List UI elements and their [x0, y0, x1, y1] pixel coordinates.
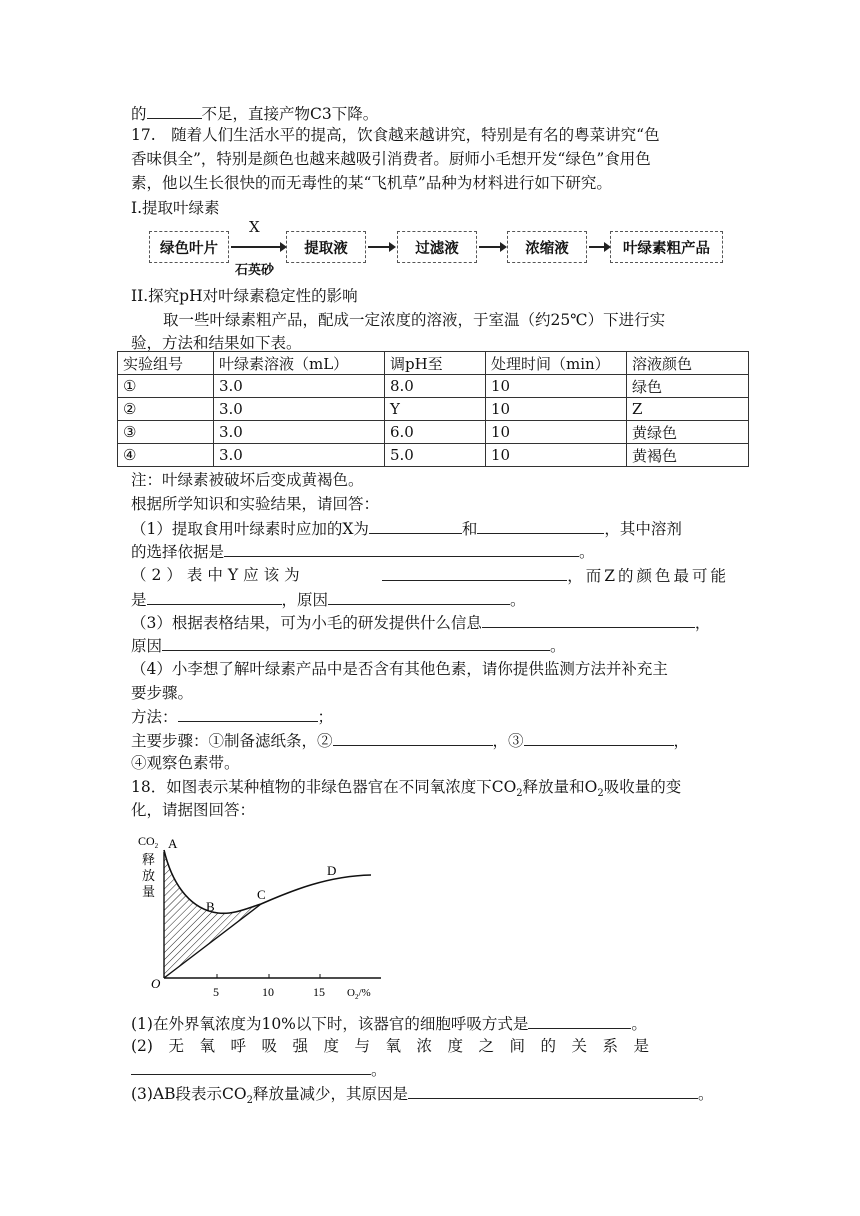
- header-cell: 处理时间（min）: [486, 352, 627, 375]
- instruction: 根据所学知识和实验结果，请回答：: [131, 495, 380, 513]
- x-tick-label: 15: [313, 985, 325, 999]
- answer-blank[interactable]: [408, 1083, 698, 1099]
- answer-blank[interactable]: [224, 541, 579, 557]
- y-label-char: 量: [142, 885, 156, 900]
- prev-question-tail: [131, 103, 378, 124]
- subscript: 2: [246, 1095, 253, 1107]
- q18-sub3: [131, 1083, 714, 1111]
- y-label-char: 放: [142, 869, 156, 884]
- answer-blank[interactable]: [147, 103, 202, 119]
- table-cell: ③: [118, 421, 214, 444]
- text: （1）提取食用叶绿素时应加的X为: [131, 520, 369, 538]
- table-cell: 黄褐色: [627, 444, 749, 467]
- q17-line-2: 香味俱全”，特别是颜色也越来越吸引消费者。厨师小毛想开发“绿色”食用色: [131, 150, 651, 168]
- text: 释放量和O: [522, 778, 598, 796]
- table-note: 注：叶绿素被破坏后变成黄褐色。: [131, 471, 364, 489]
- hatched-area: [164, 850, 261, 978]
- point-label-c: C: [257, 887, 266, 902]
- text: 释放量减少，其原因是: [252, 1085, 408, 1103]
- table-cell: 10: [486, 444, 627, 467]
- answer-blank[interactable]: [369, 518, 462, 534]
- table-cell: 3.0: [214, 398, 385, 421]
- flow-arrow: [589, 246, 605, 248]
- flow-arrow: [368, 246, 390, 248]
- subscript: 2: [516, 788, 523, 800]
- answer-blank[interactable]: [482, 612, 695, 628]
- point-label-d: D: [327, 863, 337, 878]
- table-cell: ④: [118, 444, 214, 467]
- header-cell: 实验组号: [118, 352, 214, 375]
- flow-box-crude-product: 叶绿素粗产品: [610, 231, 723, 263]
- table-cell: 8.0: [385, 375, 486, 398]
- steps-line-end: ④观察色素带。: [131, 754, 240, 772]
- q18-sub1: [131, 1013, 647, 1034]
- co2-release-curve: [164, 850, 371, 913]
- point-label-b: B: [206, 899, 215, 914]
- text: 是: [131, 591, 147, 609]
- subscript: 2: [597, 788, 604, 800]
- respiration-graph: [133, 828, 393, 1008]
- answer-blank[interactable]: [528, 1013, 631, 1029]
- text: 18．如图表示某种植物的非绿色器官在不同氧浓度下CO: [131, 778, 517, 796]
- point-label-a: A: [168, 836, 178, 851]
- q17-sub3-line2: [131, 635, 566, 656]
- x-axis-label: $O_2/\%$: [347, 987, 371, 1001]
- x-tick-label: 10: [262, 985, 274, 999]
- text: 。: [550, 637, 566, 655]
- origin-label: O: [151, 976, 161, 991]
- text: （2）表中Y应该为: [131, 566, 305, 584]
- q17-sub4-line2: 要步骤。: [131, 684, 194, 702]
- flow-arrow: [479, 246, 501, 248]
- q17-sub2-tail: [382, 565, 729, 586]
- table-cell: Y: [385, 398, 486, 421]
- flow-box-leaf: 绿色叶片: [149, 231, 229, 263]
- text: 的选择依据是: [131, 543, 225, 561]
- q17-line-1: 17. 随着人们生活水平的提高，饮食越来越讲究，特别是有名的粤菜讲究“色: [131, 126, 660, 144]
- table-cell: 10: [486, 398, 627, 421]
- table-cell: 10: [486, 421, 627, 444]
- y-label-char: 释: [142, 853, 156, 868]
- table-cell: Z: [627, 398, 749, 421]
- text: (1)在外界氧浓度为10%以下时，该器官的细胞呼吸方式是: [131, 1015, 529, 1033]
- answer-blank[interactable]: [131, 1059, 371, 1075]
- table-cell: 3.0: [214, 421, 385, 444]
- table-cell: 3.0: [214, 444, 385, 467]
- table-cell: 10: [486, 375, 627, 398]
- section-2-heading: II.探究pH对叶绿素稳定性的影响: [131, 287, 358, 305]
- table-cell: 5.0: [385, 444, 486, 467]
- answer-blank[interactable]: [382, 565, 567, 581]
- table-cell: ①: [118, 375, 214, 398]
- header-cell: 叶绿素溶液（mL）: [214, 352, 385, 375]
- q18-sub2-line1: (2) 无 氧 呼 吸 强 度 与 氧 浓 度 之 间 的 关 系 是: [131, 1037, 649, 1055]
- text: （3）根据表格结果，可为小毛的研发提供什么信息: [131, 614, 482, 632]
- x-tick-label: 5: [213, 985, 219, 999]
- ph-experiment-table: [117, 351, 749, 467]
- steps-line: [131, 730, 689, 751]
- text: 主要步骤：①制备滤纸条，②: [131, 732, 333, 750]
- q17-line-3: 素，他以生长很快的而无毒性的某“飞机草”品种为材料进行如下研究。: [131, 174, 612, 192]
- answer-blank[interactable]: [178, 706, 318, 722]
- header-cell: 溶液颜色: [627, 352, 749, 375]
- text: ，而Z的颜色最可能: [567, 567, 729, 585]
- text: 。: [579, 543, 595, 561]
- text: 。: [631, 1015, 647, 1033]
- table-row: [118, 421, 749, 444]
- answer-blank[interactable]: [147, 589, 282, 605]
- text: ，: [694, 614, 711, 632]
- table-cell: 黄绿色: [627, 421, 749, 444]
- q18-sub2-line2: [131, 1059, 387, 1080]
- method-paragraph-1: 取一些叶绿素粗产品，配成一定浓度的溶液，于室温（约25℃）下进行实: [163, 311, 666, 329]
- flow-box-extract: 提取液: [286, 231, 366, 263]
- table-header-row: [118, 352, 749, 375]
- answer-blank[interactable]: [524, 730, 674, 746]
- q17-sub2-line1: [131, 565, 729, 586]
- flow-box-concentrate: 浓缩液: [507, 231, 587, 263]
- text: 吸收量的变: [603, 778, 682, 796]
- table-row: [118, 444, 749, 467]
- table-cell: 6.0: [385, 421, 486, 444]
- flow-box-filtrate: 过滤液: [397, 231, 477, 263]
- text: 原因: [131, 637, 163, 655]
- answer-blank[interactable]: [477, 518, 604, 534]
- q17-sub1-line1: [131, 518, 682, 539]
- header-cell: 调pH至: [385, 352, 486, 375]
- text: ，其中溶剂: [604, 520, 682, 538]
- answer-blank[interactable]: [162, 635, 550, 651]
- table-cell: 3.0: [214, 375, 385, 398]
- table-cell: ②: [118, 398, 214, 421]
- q17-sub4-line1: （4）小李想了解叶绿素产品中是否含有其他色素，请你提供监测方法并补充主: [131, 660, 668, 678]
- text: 。: [371, 1061, 387, 1079]
- extraction-flow-diagram: [143, 218, 723, 278]
- answer-blank[interactable]: [328, 589, 510, 605]
- text: 的: [131, 105, 147, 123]
- text: 和: [461, 520, 478, 538]
- text: ，: [673, 732, 690, 750]
- table-cell: 绿色: [627, 375, 749, 398]
- flow-label-x: X: [249, 218, 260, 236]
- answer-blank[interactable]: [333, 730, 493, 746]
- q17-sub3-line1: [131, 612, 710, 633]
- table-row: [118, 398, 749, 421]
- section-1-heading: I.提取叶绿素: [131, 199, 220, 217]
- text: 方法：: [131, 708, 178, 726]
- flow-arrow: [231, 246, 281, 248]
- q17-sub1-line2: [131, 541, 595, 562]
- flow-label-quartz: 石英砂: [235, 263, 275, 278]
- q18-line-2: 化，请据图回答：: [131, 801, 256, 819]
- method-line: [131, 706, 333, 727]
- text: ，原因: [281, 591, 329, 609]
- y-label-co2: $CO_2$: [138, 834, 159, 850]
- text: ，③: [492, 732, 524, 750]
- text: 不足，直接产物C3下降。: [201, 105, 379, 123]
- text: 。: [510, 591, 526, 609]
- table-row: [118, 375, 749, 398]
- text: (3)AB段表示CO: [131, 1085, 247, 1103]
- q17-sub2-line2: [131, 589, 526, 610]
- method-paragraph-2: 验，方法和结果如下表。: [131, 334, 302, 352]
- text: 。: [698, 1085, 714, 1103]
- text: ；: [317, 708, 334, 726]
